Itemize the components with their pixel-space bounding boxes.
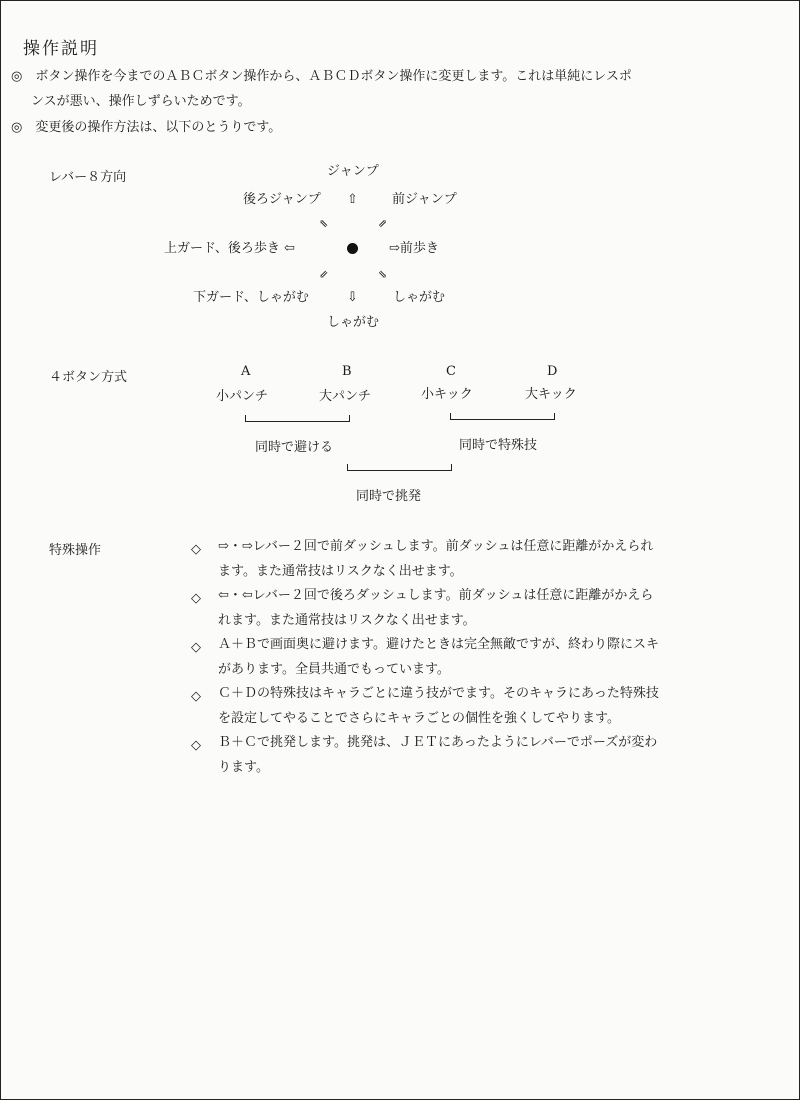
special-item-text: ⇦・⇦レバー２回で後ろダッシュします。前ダッシュは任意に距離がかえら	[218, 588, 654, 603]
lever-down-left-label: 下ガード、しゃがむ	[193, 290, 309, 305]
special-item-text-cont: があります。全員共通でもっています。	[218, 662, 450, 677]
bracket-cd	[450, 413, 555, 420]
special-item-text: ⇨・⇨レバー２回で前ダッシュします。前ダッシュは任意に距離がかえられ	[218, 539, 654, 554]
bracket-bc	[347, 464, 452, 471]
diagonal-down-right-arrow-icon: ⇘	[378, 268, 388, 281]
buttons-section-label: ４ボタン方式	[49, 370, 128, 385]
special-item-text-cont: を設定してやることでさらにキャラごとの個性を強くしてやります。	[218, 711, 620, 726]
special-item-text-cont: ます。また通常技はリスクなく出せます。	[218, 564, 463, 579]
button-d-name: 大キック	[525, 387, 577, 402]
special-section-label: 特殊操作	[49, 543, 102, 558]
button-a-letter: A	[241, 364, 251, 379]
lever-down-right-label: しゃがむ	[393, 290, 446, 305]
page-title: 操作説明	[23, 39, 99, 59]
lever-down-label: しゃがむ	[327, 315, 380, 330]
special-item-marker: ◇	[191, 542, 201, 557]
button-b-letter: B	[342, 364, 352, 379]
lever-up-label: ジャンプ	[327, 164, 379, 179]
special-item-text: Ｂ＋Ｃで挑発します。挑発は、ＪＥＴにあったようにレバーでポーズが変わ	[218, 735, 658, 750]
button-a-name: 小パンチ	[216, 389, 269, 404]
lever-up-left-label: 後ろジャンプ	[243, 192, 321, 207]
special-item-text-cont: れます。また通常技はリスクなく出せます。	[218, 613, 476, 628]
lever-up-right-label: 前ジャンプ	[392, 192, 457, 207]
special-item-marker: ◇	[191, 640, 201, 655]
intro-line-2: ◎ 変更後の操作方法は、以下のとうりです。	[11, 120, 282, 135]
lever-neutral-dot-icon	[347, 243, 358, 254]
special-item-marker: ◇	[191, 689, 201, 704]
combo-bc-label: 同時で挑発	[356, 489, 422, 504]
special-item-text: Ａ＋Ｂで画面奥に避けます。避けたときは完全無敵ですが、終わり際にスキ	[218, 637, 659, 652]
lever-section-label: レバー８方向	[49, 170, 127, 185]
button-b-name: 大パンチ	[319, 389, 372, 404]
special-item-text: Ｃ＋Ｄの特殊技はキャラごとに違う技がでます。そのキャラにあった特殊技	[218, 686, 659, 701]
intro-line-1: ◎ ボタン操作を今までのＡＢＣボタン操作から、ＡＢＣＤボタン操作に変更します。これは単純にレスポ	[11, 69, 632, 84]
lever-up-arrow-icon: ⇧	[347, 192, 358, 207]
special-item-text-cont: ります。	[218, 760, 269, 775]
intro-line-1-continued: ンスが悪い、操作しずらいためです。	[31, 94, 251, 109]
button-d-letter: D	[547, 364, 558, 379]
button-c-letter: C	[446, 364, 456, 379]
diagonal-up-left-arrow-icon: ⇖	[319, 217, 329, 230]
combo-cd-label: 同時で特殊技	[459, 438, 538, 453]
bracket-ab	[245, 415, 350, 422]
diagonal-down-left-arrow-icon: ⇙	[319, 268, 329, 281]
combo-ab-label: 同時で避ける	[255, 440, 334, 455]
lever-right-label: ⇨前歩き	[389, 241, 439, 256]
button-c-name: 小キック	[421, 387, 473, 402]
special-item-marker: ◇	[191, 738, 201, 753]
special-item-marker: ◇	[191, 591, 201, 606]
diagonal-up-right-arrow-icon: ⇗	[378, 217, 388, 230]
lever-left-label: 上ガード、後ろ歩き ⇦	[164, 241, 295, 256]
lever-down-arrow-icon: ⇩	[347, 290, 358, 305]
